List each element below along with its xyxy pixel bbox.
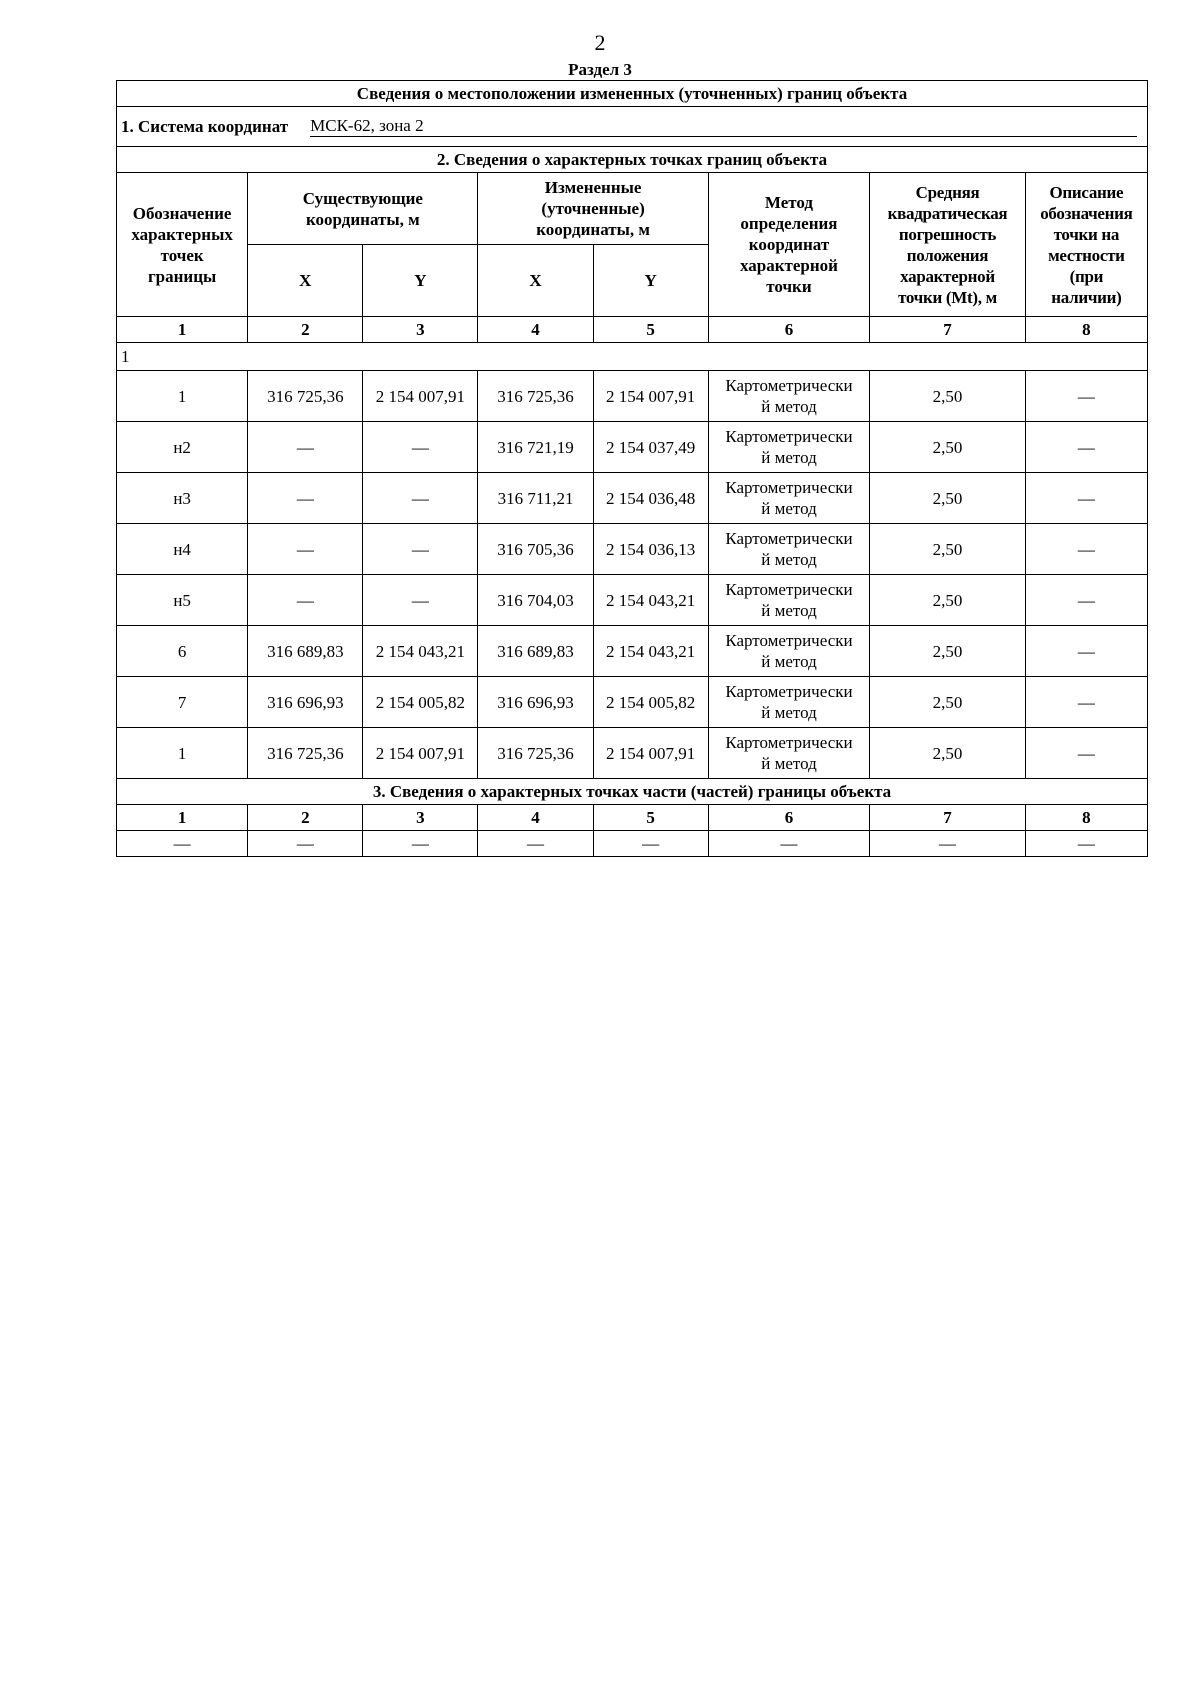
part3-cell-7: — <box>870 831 1026 857</box>
point-changed-x-cell: 316 711,21 <box>478 473 593 524</box>
part3-col-num-7: 7 <box>870 805 1026 831</box>
part2-title: 2. Сведения о характерных точках границ объекта <box>117 147 1148 173</box>
coord-system-value: МСК-62, зона 2 <box>310 116 1137 137</box>
header-changed-x: X <box>478 245 593 317</box>
point-description-cell: — <box>1025 473 1147 524</box>
point-changed-y-cell: 2 154 007,91 <box>593 371 708 422</box>
part2-title-row <box>117 147 1148 173</box>
coord-system-label: 1. Система координат <box>121 117 289 136</box>
point-existing-y-cell: 2 154 007,91 <box>363 728 478 779</box>
point-existing-x-cell: 316 696,93 <box>248 677 363 728</box>
point-description-cell: — <box>1025 575 1147 626</box>
header-mt: Средняя квадратическая погрешность положения характерной точки (Mt), м <box>870 173 1026 317</box>
header-method: Метод определения координат характерной точки <box>708 173 870 317</box>
point-existing-x-cell: 316 725,36 <box>248 371 363 422</box>
point-method-cell: Картометрически й метод <box>708 473 870 524</box>
point-changed-x-cell: 316 721,19 <box>478 422 593 473</box>
point-point-cell: н3 <box>117 473 248 524</box>
point-existing-x-cell: — <box>248 524 363 575</box>
point-method-cell: Картометрически й метод <box>708 728 870 779</box>
col-num-1: 1 <box>117 317 248 343</box>
point-changed-x-cell: 316 725,36 <box>478 371 593 422</box>
header-description: Описание обозначения точки на местности (при наличии) <box>1025 173 1147 317</box>
column-number-row <box>117 317 1148 343</box>
section-title: Раздел 3 <box>568 60 632 79</box>
point-changed-y-cell: 2 154 007,91 <box>593 728 708 779</box>
table-title-row <box>117 81 1148 107</box>
part3-cell-1: — <box>117 831 248 857</box>
point-existing-y-cell: — <box>363 473 478 524</box>
header-existing-coords: Существующие координаты, м <box>248 173 478 245</box>
header-changed-coords: Измененные (уточненные) координаты, м <box>478 173 708 245</box>
col-num-8: 8 <box>1025 317 1147 343</box>
point-mt-cell: 2,50 <box>870 371 1026 422</box>
point-row <box>117 626 1148 677</box>
coord-system-row <box>117 107 1148 147</box>
part3-cell-6: — <box>708 831 870 857</box>
part3-column-number-row <box>117 805 1148 831</box>
part3-cell-3: — <box>363 831 478 857</box>
col-num-7: 7 <box>870 317 1026 343</box>
point-changed-y-cell: 2 154 036,13 <box>593 524 708 575</box>
point-mt-cell: 2,50 <box>870 575 1026 626</box>
point-existing-y-cell: 2 154 007,91 <box>363 371 478 422</box>
point-description-cell: — <box>1025 422 1147 473</box>
point-existing-x-cell: — <box>248 473 363 524</box>
point-existing-x-cell: 316 689,83 <box>248 626 363 677</box>
col-num-5: 5 <box>593 317 708 343</box>
point-method-cell: Картометрически й метод <box>708 575 870 626</box>
part3-col-num-1: 1 <box>117 805 248 831</box>
header-row-1 <box>117 173 1148 245</box>
point-changed-y-cell: 2 154 043,21 <box>593 626 708 677</box>
point-point-cell: н5 <box>117 575 248 626</box>
part3-cell-8: — <box>1025 831 1147 857</box>
point-row <box>117 422 1148 473</box>
point-existing-x-cell: — <box>248 422 363 473</box>
contour-label: 1 <box>117 343 1148 371</box>
part3-data-row <box>117 831 1148 857</box>
point-row <box>117 371 1148 422</box>
point-description-cell: — <box>1025 677 1147 728</box>
point-mt-cell: 2,50 <box>870 677 1026 728</box>
point-row <box>117 524 1148 575</box>
point-description-cell: — <box>1025 728 1147 779</box>
part3-col-num-4: 4 <box>478 805 593 831</box>
part3-title: 3. Сведения о характерных точках части (частей) границы объекта <box>117 779 1148 805</box>
point-point-cell: н2 <box>117 422 248 473</box>
point-existing-y-cell: 2 154 043,21 <box>363 626 478 677</box>
point-changed-x-cell: 316 704,03 <box>478 575 593 626</box>
point-existing-y-cell: — <box>363 524 478 575</box>
header-changed-y: Y <box>593 245 708 317</box>
point-changed-x-cell: 316 705,36 <box>478 524 593 575</box>
point-existing-y-cell: 2 154 005,82 <box>363 677 478 728</box>
point-method-cell: Картометрически й метод <box>708 677 870 728</box>
part3-cell-5: — <box>593 831 708 857</box>
header-existing-x: X <box>248 245 363 317</box>
col-num-4: 4 <box>478 317 593 343</box>
point-point-cell: 1 <box>117 728 248 779</box>
point-changed-y-cell: 2 154 043,21 <box>593 575 708 626</box>
part3-col-num-6: 6 <box>708 805 870 831</box>
point-point-cell: 7 <box>117 677 248 728</box>
point-mt-cell: 2,50 <box>870 473 1026 524</box>
part3-title-row <box>117 779 1148 805</box>
boundary-table <box>116 80 1148 857</box>
point-point-cell: 6 <box>117 626 248 677</box>
point-changed-x-cell: 316 725,36 <box>478 728 593 779</box>
point-method-cell: Картометрически й метод <box>708 371 870 422</box>
part3-cell-2: — <box>248 831 363 857</box>
part3-cell-4: — <box>478 831 593 857</box>
point-changed-y-cell: 2 154 005,82 <box>593 677 708 728</box>
header-point-label: Обозначение характерных точек границы <box>117 173 248 317</box>
point-changed-y-cell: 2 154 036,48 <box>593 473 708 524</box>
header-existing-y: Y <box>363 245 478 317</box>
point-description-cell: — <box>1025 371 1147 422</box>
part3-col-num-8: 8 <box>1025 805 1147 831</box>
point-description-cell: — <box>1025 626 1147 677</box>
point-description-cell: — <box>1025 524 1147 575</box>
point-point-cell: 1 <box>117 371 248 422</box>
point-method-cell: Картометрически й метод <box>708 626 870 677</box>
point-mt-cell: 2,50 <box>870 422 1026 473</box>
point-changed-x-cell: 316 696,93 <box>478 677 593 728</box>
col-num-3: 3 <box>363 317 478 343</box>
point-existing-x-cell: 316 725,36 <box>248 728 363 779</box>
part3-col-num-2: 2 <box>248 805 363 831</box>
contour-row <box>117 343 1148 371</box>
point-existing-y-cell: — <box>363 422 478 473</box>
point-existing-x-cell: — <box>248 575 363 626</box>
point-method-cell: Картометрически й метод <box>708 422 870 473</box>
point-changed-x-cell: 316 689,83 <box>478 626 593 677</box>
point-row <box>117 473 1148 524</box>
part3-col-num-3: 3 <box>363 805 478 831</box>
page-number: 2 <box>594 30 606 55</box>
part3-col-num-5: 5 <box>593 805 708 831</box>
point-row <box>117 677 1148 728</box>
col-num-2: 2 <box>248 317 363 343</box>
table-title: Сведения о местоположении измененных (уточненных) границ объекта <box>117 81 1148 107</box>
point-method-cell: Картометрически й метод <box>708 524 870 575</box>
point-changed-y-cell: 2 154 037,49 <box>593 422 708 473</box>
point-point-cell: н4 <box>117 524 248 575</box>
point-row <box>117 575 1148 626</box>
point-mt-cell: 2,50 <box>870 524 1026 575</box>
point-existing-y-cell: — <box>363 575 478 626</box>
col-num-6: 6 <box>708 317 870 343</box>
point-mt-cell: 2,50 <box>870 626 1026 677</box>
point-mt-cell: 2,50 <box>870 728 1026 779</box>
point-row <box>117 728 1148 779</box>
